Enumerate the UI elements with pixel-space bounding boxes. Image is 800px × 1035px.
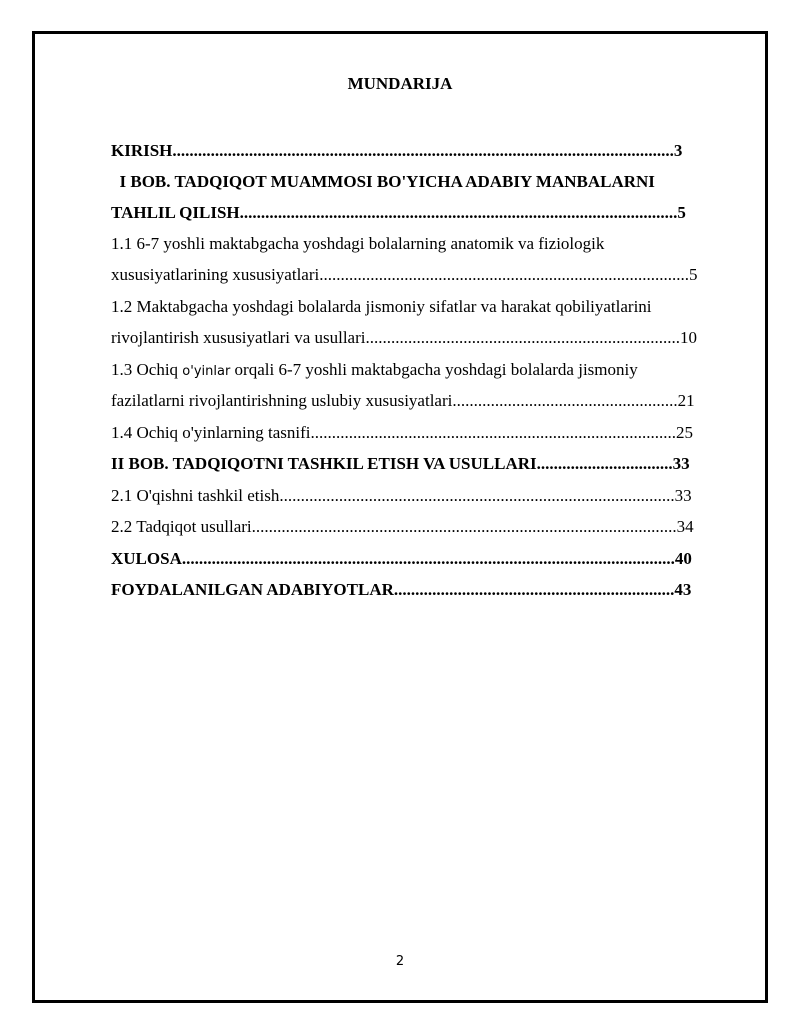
- toc-entry-kirish: [111, 141, 741, 163]
- toc-leader-dots: .............................................................................................: [279, 486, 675, 505]
- toc-entry-1-1-line-2: [111, 265, 741, 287]
- toc-entry-adabiyotlar: [111, 580, 741, 602]
- toc-leader-dots: ......................................................................................: [310, 423, 676, 442]
- toc-entry-text: 1.1 6-7 yoshli maktabgacha yoshdagi bolalarning anatomik va fiziologik: [111, 234, 605, 253]
- toc-entry-xulosa: [111, 549, 741, 571]
- toc-entry-text: KIRISH: [111, 141, 173, 160]
- toc-entry-text: 2.1 O'qishni tashkil etish: [111, 486, 280, 505]
- toc-entry-chapter-2: [111, 454, 741, 476]
- toc-entry-1-2-line-1: [111, 297, 741, 319]
- toc-entry-2-2: [111, 517, 741, 539]
- toc-entry-text: FOYDALANILGAN ADABIYOTLAR: [111, 580, 394, 599]
- toc-entry-text: 1.3 Ochiq: [111, 360, 183, 379]
- toc-leader-dots: ..................................................................: [393, 580, 675, 599]
- toc-entry-1-3-line-2: [111, 391, 741, 413]
- toc-entry-text: XULOSA: [111, 549, 182, 568]
- toc-leader-dots: .......................................................................................................: [239, 203, 678, 222]
- toc-page-number: 25: [675, 423, 693, 442]
- toc-page-number: 5: [688, 265, 698, 284]
- toc-leader-dots: ......................................................................................................................: [172, 141, 674, 160]
- toc-page-number: 33: [672, 454, 690, 473]
- toc-entry-text: 1.4 Ochiq o'yinlarning tasnifi: [111, 423, 311, 442]
- toc-entry-text: II BOB. TADQIQOTNI TASHKIL ETISH VA USULLARI: [111, 454, 537, 473]
- toc-page-number: 43: [674, 580, 692, 599]
- toc-entry-text: xususiyatlarining xususiyatlari: [111, 265, 320, 284]
- toc-entry-text-small: o'yinlar: [182, 364, 231, 379]
- toc-entry-2-1: [111, 486, 741, 508]
- toc-entry-1-1-line-1: [111, 234, 741, 256]
- toc-entry-text: TAHLIL QILISH: [111, 203, 240, 222]
- toc-leader-dots: .....................................................: [452, 391, 678, 410]
- toc-leader-dots: ....................................................................................................................: [181, 549, 675, 568]
- toc-leader-dots: .......................................................................................: [319, 265, 689, 284]
- toc-entry-chapter-1-line-1: [111, 172, 741, 194]
- toc-entry-text: fazilatlarni rivojlantirishning uslubiy xususiyatlari: [111, 391, 453, 410]
- toc-entry-chapter-1-line-2: [111, 203, 741, 225]
- toc-entry-text: 2.2 Tadqiqot usullari: [111, 517, 252, 536]
- toc-page-number: 21: [677, 391, 695, 410]
- toc-entry-text: 1.2 Maktabgacha yoshdagi bolalarda jismoniy sifatlar va harakat qobiliyatlarini: [111, 297, 652, 316]
- toc-page-number: 3: [673, 141, 683, 160]
- toc-entry-1-2-line-2: [111, 328, 741, 350]
- toc-entry-text: orqali 6-7 yoshli maktabgacha yoshdagi bolalarda jismoniy: [230, 360, 638, 379]
- toc-page-number: 40: [674, 549, 692, 568]
- toc-page-number: 33: [674, 486, 692, 505]
- toc-entry-text: I BOB. TADQIQOT MUAMMOSI BO'YICHA ADABIY MANBALARNI: [111, 172, 655, 191]
- toc-leader-dots: ....................................................................................................: [251, 517, 677, 536]
- toc-leader-dots: ................................: [536, 454, 673, 473]
- toc-entry-1-3-line-1: [111, 360, 741, 382]
- page-number: 2: [395, 954, 405, 969]
- toc-entry-text: rivojlantirish xususiyatlari va usullari: [111, 328, 366, 347]
- toc-page-number: 10: [680, 328, 697, 347]
- toc-page-number: 34: [676, 517, 694, 536]
- toc-leader-dots: ..........................................................................: [365, 328, 680, 347]
- toc-page-number: 5: [677, 203, 686, 222]
- page-title: MUNDARIJA: [347, 74, 453, 93]
- toc-entry-1-4: [111, 423, 741, 445]
